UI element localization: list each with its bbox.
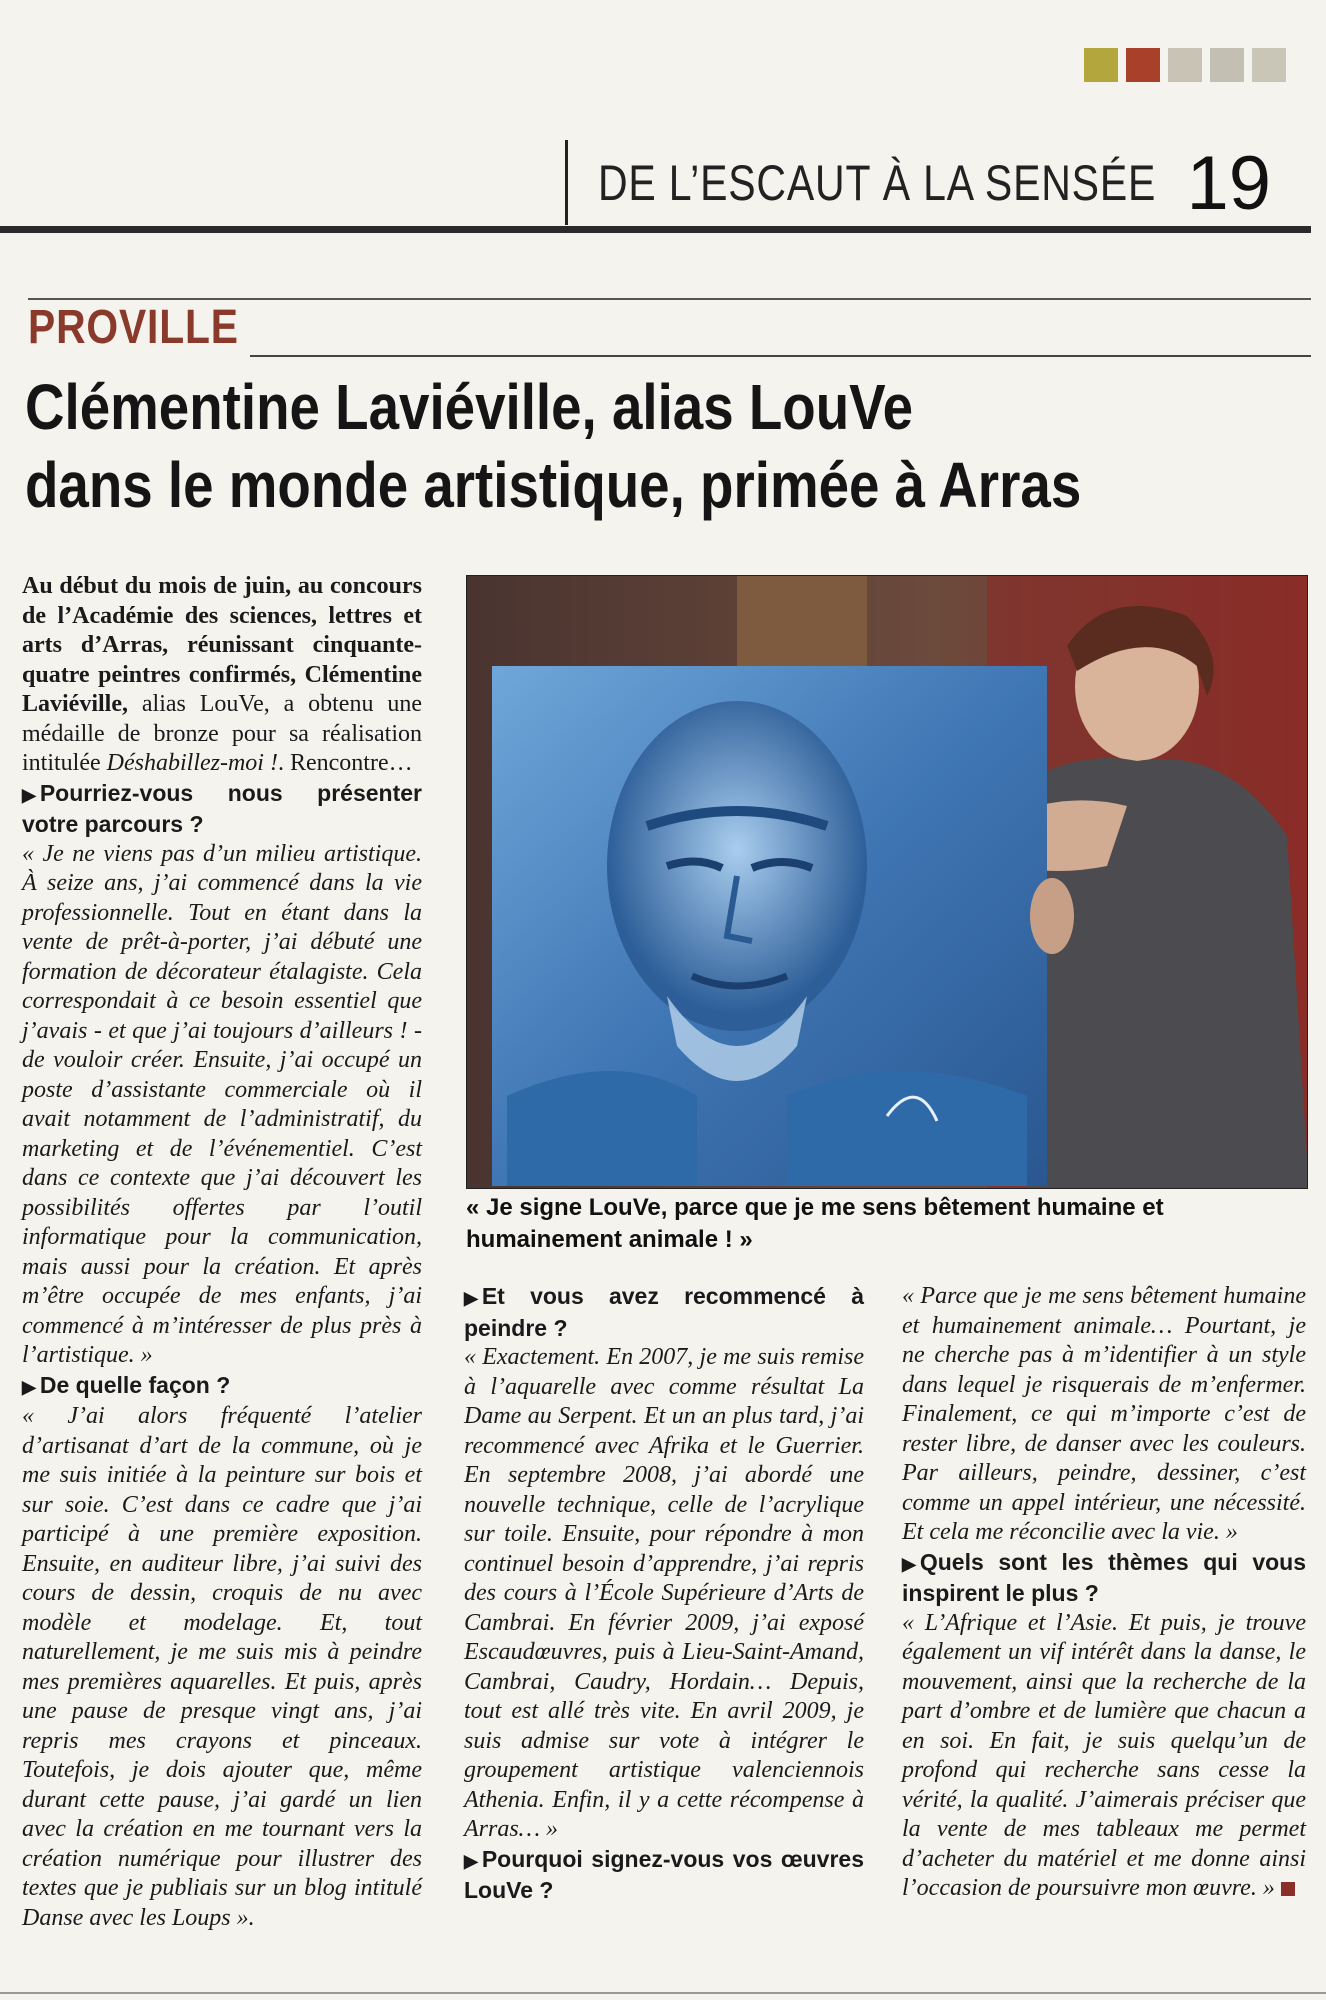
article-column-2	[464, 1282, 864, 1906]
lead-paragraph	[22, 572, 422, 779]
triangle-icon: ▶	[22, 1376, 36, 1397]
color-square	[1252, 48, 1286, 82]
color-square	[1084, 48, 1118, 82]
lead-rest: alias LouVe, a obtenu une médaille de bronze pour sa réalisation intitulée	[22, 691, 422, 776]
photo-caption: « Je signe LouVe, parce que je me sens bêtement humaine et humainement animale ! »	[466, 1194, 1164, 1253]
answer-4: « Parce que je me sens bêtement humaine et humainement animale… Pourtant, je ne cherche pas à m’identifier à un style dans lequel je risquerais de m’enfermer. Finalement, ce qui m’importe c’est de rester libre, de danser avec les couleurs. Par ailleurs, peindre, dessiner, c’est comme un appel intérieur, une nécessité. Et cela me réconcilie avec la vie. »	[902, 1283, 1306, 1545]
answer-2: « J’ai alors fréquenté l’atelier d’artisanat d’art de la commune, où je me suis initiée à la peinture sur bois et sur soie. C’est dans ce cadre que j’ai participé à une première exposition. Ensuite, en auditeur libre, j’ai suivi des cours de dessin, croquis de nu avec modèle et modelage. Et, tout naturellement, je me suis mis à peindre mes premières aquarelles. Et puis, après une pause de presque vingt ans, j’ai repris mes crayons et pinceaux. Toutefois, je dois ajouter que, même durant cette pause, j’ai gardé un lien avec la création en me tournant vers la création numérique pour illustrer des textes que je publiais sur un blog intitulé Danse avec les Loups ».	[22, 1403, 422, 1931]
kicker: PROVILLE	[28, 301, 239, 354]
question-text: Pourquoi signez-vous vos œuvres LouVe ?	[464, 1845, 864, 1903]
question-3	[464, 1282, 864, 1343]
photo-illustration	[467, 576, 1308, 1189]
triangle-icon: ▶	[902, 1553, 916, 1574]
question-1	[22, 779, 422, 840]
end-mark-icon	[1281, 1882, 1295, 1896]
artwork-title: Déshabillez-moi !	[106, 750, 278, 776]
question-text: Et vous avez recommencé à peindre ?	[464, 1283, 864, 1341]
question-5	[902, 1548, 1306, 1609]
headline-line-2: dans le monde artistique, primée à Arras	[25, 449, 1082, 521]
color-square	[1210, 48, 1244, 82]
page-number: 19	[1186, 141, 1271, 226]
question-text: Quels sont les thèmes qui vous inspirent le plus ?	[902, 1548, 1306, 1606]
headline-line-1: Clémentine Laviéville, alias LouVe	[25, 371, 914, 443]
question-text: Pourriez-vous nous présenter votre parcours ?	[22, 779, 422, 837]
answer-5	[902, 1609, 1306, 1904]
answer-text: « L’Afrique et l’Asie. Et puis, je trouve également un vif intérêt dans la danse, le mouvement, ainsi que la recherche de la part d’ombre et de lumière que chacun a en soi. En fait, je suis quelqu’un de profond qui recherche sans cesse la vérité, la qualité. J’aimerais préciser que la vente de mes tableaux me permet d’acheter du matériel et me donne ainsi l’occasion de poursuivre mon œuvre. »	[902, 1609, 1306, 1901]
triangle-icon: ▶	[22, 784, 36, 805]
answer-3: « Exactement. En 2007, je me suis remise à l’aquarelle avec comme résultat La Dame au Serpent. Et un an plus tard, j’ai recommencé avec Afrika et le Guerrier. En septembre 2008, j’ai abordé une nouvelle technique, celle de l’acrylique sur toile. Ensuite, pour répondre à mon continuel besoin d’apprendre, j’ai repris des cours à l’École Supérieure d’Arts de Cambrai. En février 2009, j’ai exposé Escaudœuvres, puis à Lieu-Saint-Amand, Cambrai, Caudry, Hordain… Depuis, tout est allé très vite. En avril 2009, je suis admise sur vote à intégrer le groupement artistique valenciennois Athenia. Enfin, il y a cette récompense à Arras… »	[464, 1344, 864, 1842]
bottom-rule	[0, 1992, 1326, 1994]
color-square	[1126, 48, 1160, 82]
lead-end: . Rencontre…	[277, 750, 413, 776]
kicker-rule	[250, 355, 1311, 357]
headline	[25, 368, 1137, 524]
question-2	[22, 1371, 422, 1403]
question-text: De quelle façon ?	[39, 1371, 231, 1398]
question-4	[464, 1845, 864, 1906]
header-rule	[0, 226, 1311, 233]
color-squares	[1084, 48, 1286, 82]
section-header	[565, 140, 1311, 225]
section-title: DE L’ESCAUT À LA SENSÉE	[598, 154, 1157, 211]
article-column-3	[902, 1282, 1306, 1904]
article-column-1	[22, 572, 422, 1933]
triangle-icon: ▶	[464, 1850, 478, 1871]
lead-bold: Au début du mois de juin, au concours de l’Académie des sciences, lettres et arts d’Arras, réunissant cinquante-quatre peintres confirmés, Clémentine Laviéville,	[22, 573, 422, 717]
answer-1: « Je ne viens pas d’un milieu artistique. À seize ans, j’ai commencé dans la vie professionnelle. Tout en étant dans la vente de prêt-à-porter, j’ai débuté une formation de décorateur étalagiste. Cela correspondait à ce besoin essentiel que j’avais - et que j’ai toujours d’ailleurs ! - de vouloir créer. Ensuite, j’ai occupé un poste d’assistante commerciale où il avait notamment de l’administratif, du marketing et de l’événementiel. C’est dans ce contexte que j’ai découvert les possibilités offertes par l’outil informatique pour la communication, mais aussi pour la création. Et après m’être occupée de mes enfants, j’ai commencé à m’intéresser de plus près à l’artistique. »	[22, 840, 422, 1368]
triangle-icon: ▶	[464, 1288, 478, 1308]
color-square	[1168, 48, 1202, 82]
article-photo	[466, 575, 1308, 1189]
